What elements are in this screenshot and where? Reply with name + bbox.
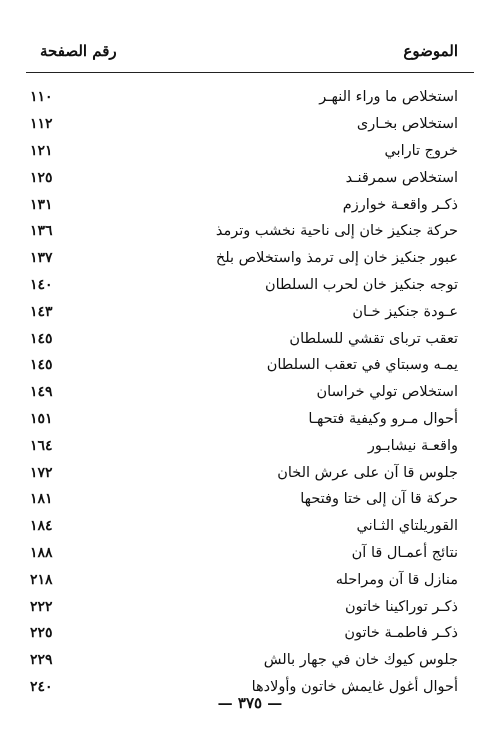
toc-entry [26, 379, 458, 406]
toc-entry [26, 647, 458, 674]
toc-entry [26, 593, 458, 620]
toc-entry [26, 406, 458, 433]
toc-entry-title: استخلاص سمرقنـد [345, 169, 458, 186]
toc-entry-page: ١٣٧ [30, 250, 53, 267]
toc-entry [26, 84, 458, 111]
toc-entry-title: خروج تارابي [384, 142, 458, 159]
toc-entry [26, 540, 458, 567]
toc-entry-title: استخلاص بخـارى [356, 116, 458, 133]
toc-entry [26, 272, 458, 299]
toc-entry-page: ١٤٥ [30, 357, 53, 374]
toc-entry-page: ١١٠ [30, 89, 53, 106]
toc-entry-page: ١٤٠ [30, 276, 53, 293]
toc-entry [26, 432, 458, 459]
toc-entry-page: ١٨٤ [30, 518, 53, 535]
toc-entry-page: ١١٢ [30, 116, 53, 133]
toc-entry-title: تعقب تربای تقشي للسلطان [289, 330, 458, 347]
toc-entry-page: ١٣١ [30, 196, 53, 213]
toc-entry-title: جلوس قا آن على عرش الخان [277, 464, 458, 481]
toc-entry-page: ٢٢٢ [30, 598, 53, 615]
toc-entry-title: أحوال مـرو وكيفية فتحهـا [308, 410, 458, 427]
toc-entry-title: استخلاص تولي خراسان [316, 384, 458, 401]
toc-entry [26, 218, 458, 245]
toc-entry-title: القوريلتاي الثـاني [356, 518, 458, 535]
toc-entry-page: ١٢٥ [30, 169, 53, 186]
header-divider [26, 72, 474, 73]
toc-entry-title: توجه جنكيز خان لحرب السلطان [264, 276, 458, 293]
toc-entry-title: أحوال أغول غايمش خاتون وأولادها [251, 678, 458, 695]
toc-entry-page: ٢٢٩ [30, 652, 53, 669]
toc-entry [26, 566, 458, 593]
toc-entry-page: ٢٤٠ [30, 678, 53, 695]
toc-entry [26, 513, 458, 540]
toc-entry [26, 245, 458, 272]
toc-entry-title: منازل قا آن ومراحله [335, 571, 458, 588]
toc-entry-title: واقعـة نيشابـور [367, 437, 458, 454]
toc-entry-page: ١٥١ [30, 410, 53, 427]
toc-entry [26, 191, 458, 218]
toc-entry [26, 164, 458, 191]
toc-entry [26, 486, 458, 513]
toc-entry-title: عـودة جنكيز خـان [352, 303, 458, 320]
toc-entry-title: نتائج أعمـال قا آن [351, 544, 458, 561]
toc-entry-page: ١٤٥ [30, 330, 53, 347]
toc-entry-title: يمـه وسبتاي في تعقب السلطان [266, 357, 458, 374]
toc-entry-page: ١٦٤ [30, 437, 53, 454]
subject-column-heading: الموضوع [403, 42, 458, 60]
toc-header [40, 40, 458, 62]
toc-entry-title: ذكـر فاطمـة خاتون [344, 625, 458, 642]
toc-entry-page: ٢٢٥ [30, 625, 53, 642]
toc-entry [26, 459, 458, 486]
toc-entry [26, 298, 458, 325]
toc-entry [26, 138, 458, 165]
toc-entry-page: ١٨٨ [30, 544, 53, 561]
page-footer-number: — ٣٧٥ — [217, 694, 283, 712]
toc-entry-page: ١٤٩ [30, 384, 53, 401]
toc-entry-page: ١٨١ [30, 491, 53, 508]
toc-entry-page: ١٧٢ [30, 464, 53, 481]
page-number-column-heading: رقم الصفحة [40, 42, 117, 60]
toc-entry-page: ١٢١ [30, 142, 53, 159]
toc-entry-title: حركة جنكيز خان إلى ناحية نخشب وترمذ [215, 223, 458, 240]
toc-entry-title: حركة قا آن إلى ختا وفتحها [300, 491, 458, 508]
toc-entry [26, 325, 458, 352]
toc-entry-title: ذكـر توراكينا خاتون [344, 598, 458, 615]
toc-entry-page: ١٤٣ [30, 303, 53, 320]
toc-entry [26, 111, 458, 138]
table-of-contents [26, 84, 458, 700]
toc-entry-title: جلوس كيوك خان في جهار بالش [263, 652, 458, 669]
toc-entry-title: استخلاص ما وراء النهـر [319, 89, 458, 106]
toc-entry-page: ١٣٦ [30, 223, 53, 240]
toc-entry-title: ذكـر واقعـة خوارزم [342, 196, 458, 213]
toc-entry-title: عبور جنكيز خان إلى ترمذ واستخلاص بلخ [215, 250, 458, 267]
toc-entry [26, 620, 458, 647]
toc-entry [26, 352, 458, 379]
toc-entry-page: ٢١٨ [30, 571, 53, 588]
